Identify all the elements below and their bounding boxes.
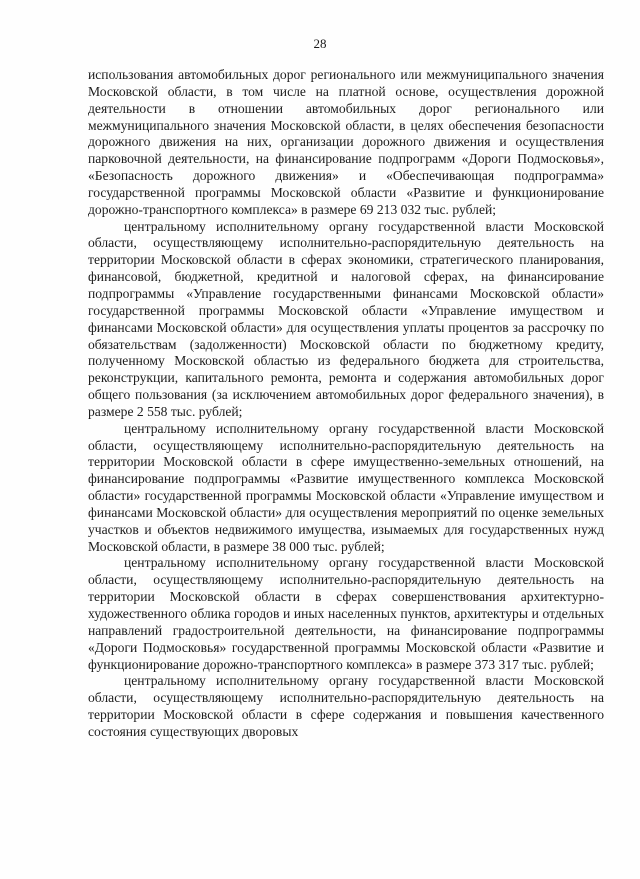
paragraph-architecture-body: центральному исполнительному органу государственной власти Московской области, осуществляющему исполнительно-распорядительную деятельность на территории Московской области в сферах совершенствования архитектурно-художественного облика городов и иных населенных пунктов, архитектуры и отдельных направлений градостроительной деятельности, на финансирование подпрограммы «Дороги Подмосковья» государственной программы Московской области «Развитие и функционирование дорожно-транспортного комплекса» в размере 373 317 тыс. рублей;	[88, 555, 604, 672]
page-number: 28	[313, 36, 327, 51]
document-body	[88, 67, 604, 741]
paragraph-economy-body-interest: центральному исполнительному органу государственной власти Московской области, осуществляющему исполнительно-распорядительную деятельность на территории Московской области в сферах экономики, стратегического планирования, финансовой, бюджетной, кредитной и налоговой сферах, на финансирование подпрограммы «Управление государственными финансами Московской области» государственной программы Московской области «Управление имуществом и финансами Московской области» для осуществления уплаты процентов за рассрочку по обязательствам (задолженности) Московской области по бюджетному кредиту, полученному Московской областью из федерального бюджета для строительства, реконструкции, капитального ремонта, ремонта и содержания автомобильных дорог общего пользования (за исключением автомобильных дорог федерального значения), в размере 2 558 тыс. рублей;	[88, 218, 604, 419]
paragraph-courtyards: центральному исполнительному органу государственной власти Московской области, осуществляющему исполнительно-распорядительную деятельность на территории Московской области в сфере содержания и повышения качественного состояния существующих дворовых	[88, 673, 604, 739]
paragraph-land-valuation: центральному исполнительному органу государственной власти Московской области, осуществляющему исполнительно-распорядительную деятельность на территории Московской области в сфере имущественно-земельных отношений, на финансирование подпрограммы «Развитие имущественного комплекса Московской области» государственной программы Московской области «Управление имуществом и финансами Московской области» для осуществления мероприятий по оценке земельных участков и объектов недвижимого имущества, изымаемых для государственных нужд Московской области, в размере 38 000 тыс. рублей;	[88, 420, 604, 554]
paragraph-road-financing: использования автомобильных дорог регионального или межмуниципального значения Московской области, в том числе на платной основе, осуществления дорожной деятельности в отношении автомобильных дорог регионального или межмуниципального значения Московской области, в целях обеспечения безопасности дорожного движения на них, организации дорожного движения и осуществления парковочной деятельности, на финансирование подпрограмм «Дороги Подмосковья», «Безопасность дорожного движения» и «Обеспечивающая подпрограмма» государственной программы Московской области «Развитие и функционирование дорожно-транспортного комплекса» в размере 69 213 032 тыс. рублей;	[88, 67, 604, 217]
